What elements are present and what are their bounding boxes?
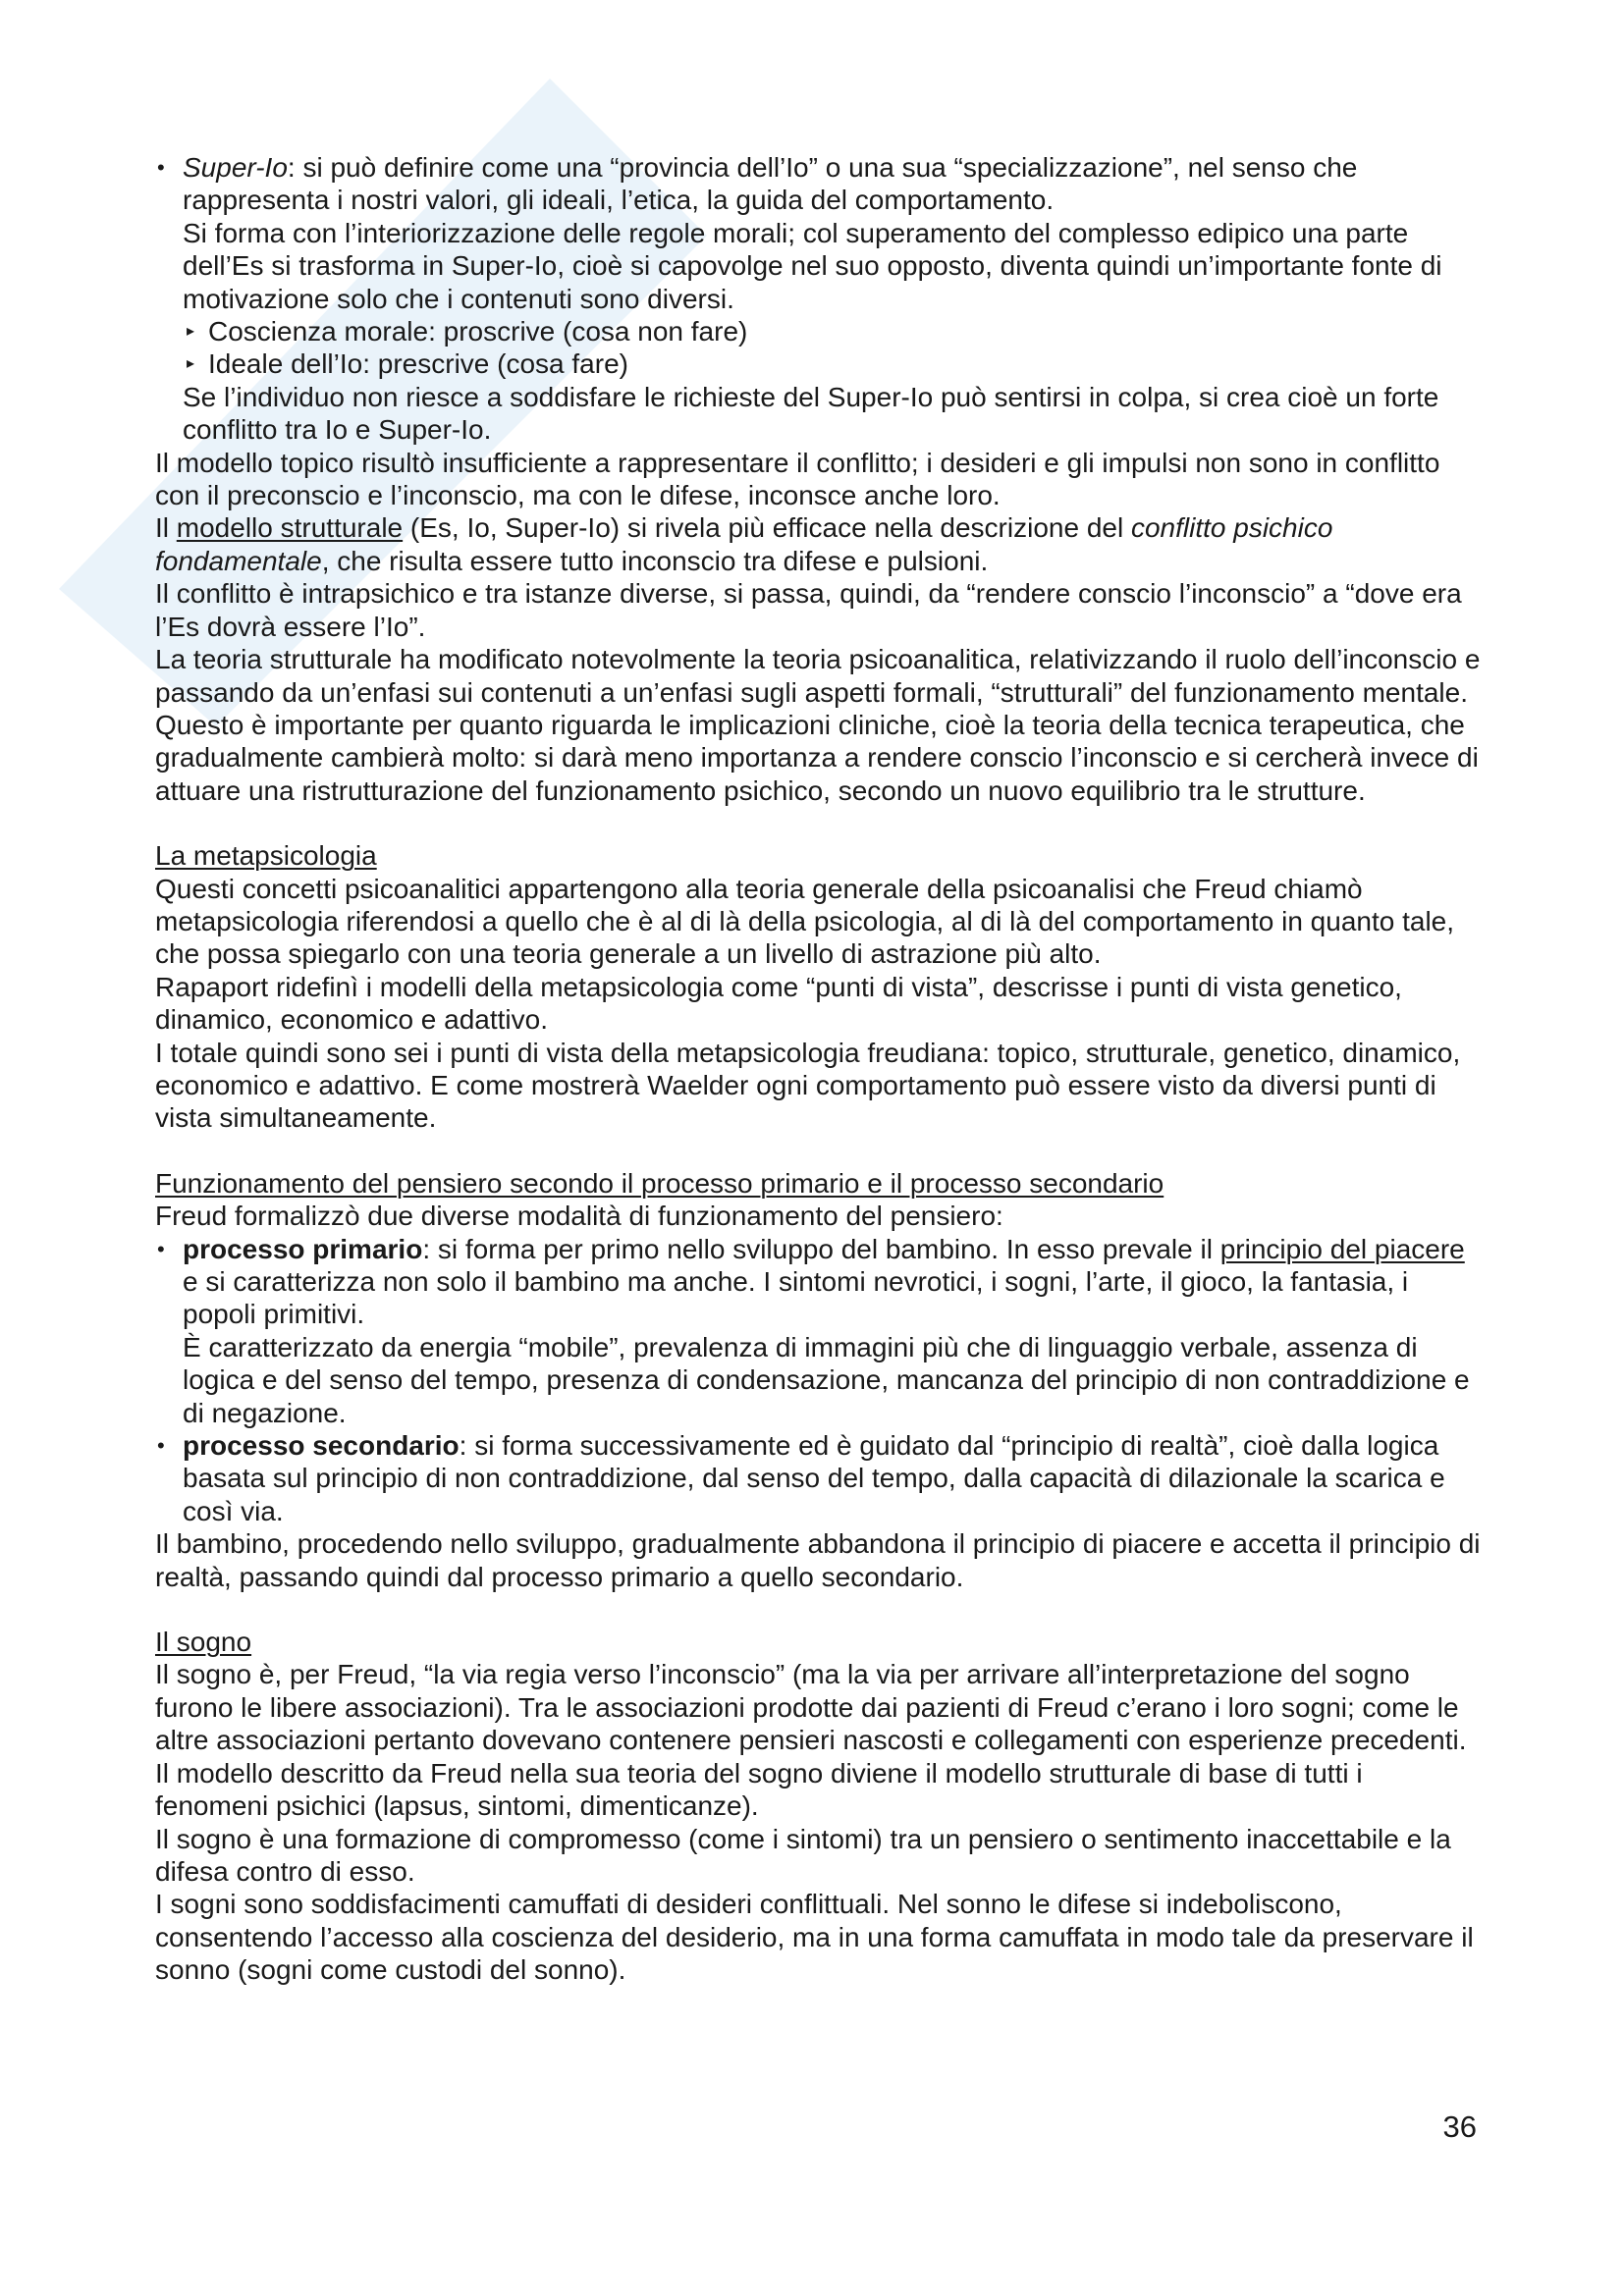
paragraph: [183, 151, 1483, 217]
page-content: [155, 151, 1483, 1987]
section-heading: Il sogno: [155, 1627, 252, 1658]
sub-list: [183, 315, 1483, 381]
paragraph: È caratterizzato da energia “mobile”, prevalenza di immagini più che di linguaggio verbale, assenza di logica e del senso del tempo, presenza di condensazione, mancanza del principio di non contraddizione e di negazione.: [183, 1331, 1470, 1428]
sub-list-item: ▸ Ideale dell’Io: prescrive (cosa fare): [183, 347, 1483, 380]
list-item: [155, 151, 1483, 447]
paragraph: Si forma con l’interiorizzazione delle regole morali; col superamento del complesso edipico una parte dell’Es si trasforma in Super-Io, cioè si capovolge nel suo opposto, diventa quindi un’importante fonte di motivazione solo che i contenuti sono diversi.: [183, 217, 1442, 314]
text: : si forma successivamente ed è guidato dal “principio di realtà”, cioè dalla logica basata sul principio di non contraddizione, dal senso del tempo, dalla capacità di dilazionale la scarica e così via.: [183, 1430, 1445, 1526]
page-number: 36: [1442, 2109, 1477, 2144]
underlined-term: principio del piacere: [1219, 1233, 1465, 1264]
process-list: [155, 1233, 1483, 1528]
text: e si caratterizza non solo il bambino ma anche. I sintomi nevrotici, i sogni, l’arte, il gioco, la fantasia, i popoli primitivi.: [183, 1266, 1409, 1330]
paragraph: Il modello descritto da Freud nella sua teoria del sogno diviene il modello strutturale di base di tutti i fenomeni psichici (lapsus, sintomi, dimenticanze).: [155, 1757, 1363, 1822]
paragraph: I sogni sono soddisfacimenti camuffati di desideri conflittuali. Nel sonno le difese si indeboliscono, consentendo l’accesso alla coscienza del desiderio, ma in una forma camuffata in modo tale da preservare il sonno (sogni come custodi del sonno).: [155, 1889, 1474, 1986]
paragraph: Questo è importante per quanto riguarda le implicazioni cliniche, cioè la teoria della tecnica terapeutica, che gradualmente cambierà molto: si darà meno importanza a rendere conscio l’inconscio e si cercherà invece di attuare una ristrutturazione del funzionamento psichico, secondo un nuovo equilibrio tra le strutture.: [155, 709, 1479, 806]
text: (Es, Io, Super-Io) si rivela più efficace nella descrizione del: [403, 512, 1131, 544]
paragraph: Il sogno è, per Freud, “la via regia verso l’inconscio” (ma la via per arrivare all’interpretazione del sogno furono le libere associazioni). Tra le associazioni prodotte dai pazienti di Freud c’erano i loro sogni; come le altre associazioni pertanto dovevano contenere pensieri nascosti e collegamenti con esperienze precedenti.: [155, 1659, 1467, 1756]
paragraph: Se l’individuo non riesce a soddisfare le richieste del Super-Io può sentirsi in colpa, si crea cioè un forte conflitto tra Io e Super-Io.: [183, 381, 1439, 446]
text: Il: [155, 512, 177, 544]
paragraph: Freud formalizzò due diverse modalità di funzionamento del pensiero:: [155, 1201, 1003, 1232]
paragraph: Il bambino, procedendo nello sviluppo, gradualmente abbandona il principio di piacere e accetta il principio di realtà, passando quindi dal processo primario a quello secondario.: [155, 1528, 1481, 1592]
section-heading: La metapsicologia: [155, 840, 377, 872]
text: , che risulta essere tutto inconscio tra difese e pulsioni.: [321, 545, 989, 576]
paragraph: I totale quindi sono sei i punti di vista della metapsicologia freudiana: topico, strutturale, genetico, dinamico, economico e adattivo. E come mostrerà Waelder ogni comportamento può essere visto da diversi punti di vista simultaneamente.: [155, 1037, 1461, 1134]
paragraph: [183, 1233, 1483, 1331]
paragraph: [155, 511, 1483, 577]
paragraph: Il modello topico risultò insufficiente a rappresentare il conflitto; i desideri e gli impulsi non sono in conflitto con il preconscio e l’inconscio, ma con le difese, inconsce anche loro.: [155, 447, 1440, 511]
italic-term: conflitto psichico fondamentale: [155, 512, 1333, 576]
term: processo secondario: [183, 1430, 460, 1462]
sub-list-item: ▸ Coscienza morale: proscrive (cosa non fare): [183, 315, 1483, 347]
paragraph: Il sogno è una formazione di compromesso (come i sintomi) tra un pensiero o sentimento inaccettabile e la difesa contro di esso.: [155, 1823, 1451, 1887]
paragraph: Rapaport ridefinì i modelli della metapsicologia come “punti di vista”, descrisse i punti di vista genetico, dinamico, economico e adattivo.: [155, 971, 1402, 1036]
underlined-term: modello strutturale: [176, 512, 404, 544]
term: Super-Io: [183, 152, 288, 183]
list-item: [155, 1429, 1483, 1527]
text: : si può definire come una “provincia dell’Io” o una sua “specializzazione”, nel senso che rappresenta i nostri valori, gli ideali, l’etica, la guida del comportamento.: [183, 152, 1358, 216]
super-io-list: [155, 151, 1483, 447]
text: : si forma per primo nello sviluppo del bambino. In esso prevale il: [422, 1233, 1220, 1264]
paragraph: [183, 1429, 1483, 1527]
term: processo primario: [183, 1233, 423, 1264]
paragraph: La teoria strutturale ha modificato notevolmente la teoria psicoanalitica, relativizzando il ruolo dell’inconscio e passando da un’enfasi sui contenuti a un’enfasi sugli aspetti formali, “strutturali” del funzionamento mentale.: [155, 644, 1481, 708]
list-item: [155, 1233, 1483, 1429]
section-heading: Funzionamento del pensiero secondo il processo primario e il processo secondario: [155, 1167, 1164, 1199]
paragraph: Il conflitto è intrapsichico e tra istanze diverse, si passa, quindi, da “rendere conscio l’inconscio” a “dove era l’Es dovrà essere l’Io”.: [155, 578, 1462, 642]
paragraph: Questi concetti psicoanalitici appartengono alla teoria generale della psicoanalisi che Freud chiamò metapsicologia riferendosi a quello che è al di là della psicologia, al di là del comportamento in quanto tale, che possa spiegarlo con una teoria generale a un livello di astrazione più alto.: [155, 873, 1455, 970]
